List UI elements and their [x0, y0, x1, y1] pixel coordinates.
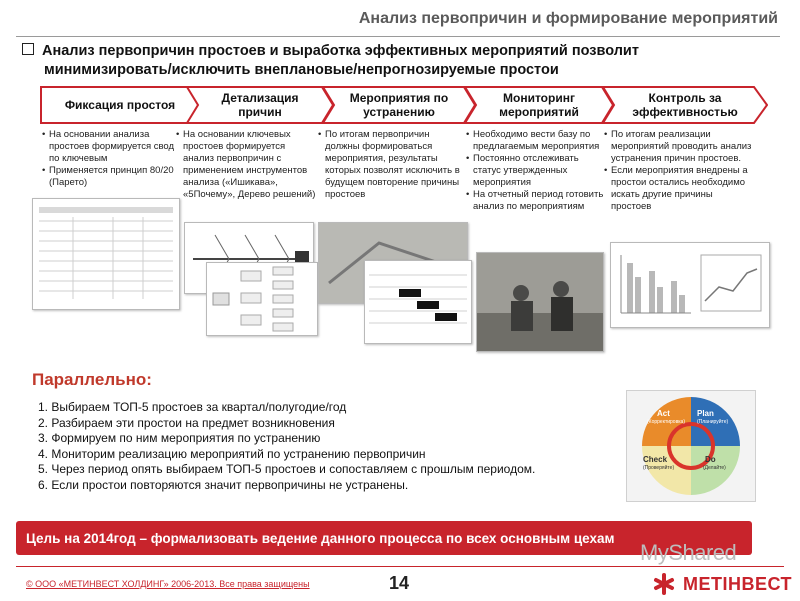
step-label-4: Мониторинг мероприятий [499, 91, 579, 119]
step-bullet: • Необходимо вести базу по предлагаемым мероприятия [466, 129, 606, 153]
bar-chart-icon [611, 243, 769, 327]
step-text-3 [318, 129, 460, 201]
footer-divider [16, 566, 784, 567]
step-bullet: • Если мероприятия внедрены а простои остались необходимо искать другие причины простоев [604, 165, 754, 213]
pdca-do-sub: (Делайте) [703, 465, 726, 471]
gantt-plan-thumbnail [364, 260, 472, 344]
watermark-logo: MyShared [640, 540, 737, 565]
slide-title: Анализ первопричин и формирование мероприятий [358, 10, 778, 27]
title-divider [16, 36, 780, 37]
brand-logo-text: МЕТІНВЕСТ [683, 574, 793, 594]
pdca-act-sub: (Корректировка) [647, 419, 685, 425]
pdca-plan-sub: (Планируйте) [697, 419, 729, 425]
headline-line-2: минимизировать/исключить внеплановые/непрогнозируемые простои [44, 62, 559, 78]
step-text-2 [176, 129, 316, 201]
step-text-4 [466, 129, 606, 213]
pdca-do-label: Do [705, 455, 716, 464]
step-chevron-2 [186, 86, 334, 124]
pareto-report-thumbnail [32, 198, 180, 310]
step-label-1: Фиксация простоя [64, 98, 176, 112]
tree-diagram-icon [207, 263, 317, 335]
step-bullet: • На отчетный период готовить анализ по мероприятиям [466, 189, 606, 213]
metinvest-logo-icon [652, 572, 676, 596]
pdca-check-label: Check [643, 455, 668, 464]
step-bullet: • По итогам первопричин должны формироваться мероприятия, результаты которых позволят исключить в будущем повторение причины простоев [318, 129, 460, 201]
pdca-cycle-diagram [626, 390, 756, 502]
step-bullet: • На основании ключевых простоев формируется анализ первопричин с применением инструментов анализа («Ишикава», «5Почему», Дерево решений) [176, 129, 316, 201]
step-chevron-5 [602, 86, 768, 124]
pdca-wheel-icon [627, 391, 755, 501]
workers-photo-icon [477, 253, 603, 351]
step-text-1 [42, 129, 176, 189]
spreadsheet-icon [33, 199, 179, 309]
step-bullet: • На основании анализа простоев формируется свод по ключевым [42, 129, 176, 165]
page-number: 14 [389, 573, 410, 593]
step-chevron-1 [40, 86, 200, 124]
copyright-link[interactable]: © ООО «МЕТИНВЕСТ ХОЛДИНГ» 2006-2013. Все права защищены [26, 579, 310, 589]
pdca-plan-label: Plan [697, 409, 714, 418]
step-chevron-4 [464, 86, 614, 124]
step-bullet: • По итогам реализации мероприятий проводить анализ устранения причин простоев. [604, 129, 754, 165]
list-item: 6. Если простои повторяются значит первопричины не устранены. [38, 477, 409, 492]
headline [22, 42, 782, 80]
pdca-act-label: Act [657, 409, 670, 418]
monitoring-photo-thumbnail [476, 252, 604, 352]
step-chevron-3 [322, 86, 476, 124]
gantt-chart-icon [365, 261, 471, 343]
parallel-title: Параллельно: [32, 370, 152, 389]
why-analysis-thumbnail [206, 262, 318, 336]
headline-line-1: Анализ первопричин простоев и выработка эффективных мероприятий позволит [42, 43, 639, 59]
step-label-3: Мероприятия по устранению [349, 91, 449, 119]
step-label-5: Контроль за эффективностью [632, 91, 738, 119]
step-bullet: • Применяется принцип 80/20 (Парето) [42, 165, 176, 189]
pdca-check-sub: (Проверяйте) [643, 465, 675, 471]
step-label-2: Детализация причин [221, 91, 299, 119]
effectiveness-chart-thumbnail [610, 242, 770, 328]
step-text-5 [604, 129, 754, 213]
list-item: 3. Формируем по ним мероприятия по устранению [38, 431, 321, 445]
step-bullet: • Постоянно отслеживать статус утвержденных мероприятия [466, 153, 606, 189]
list-item: 1. Выбираем ТОП-5 простоев за квартал/полугодие/год [38, 400, 347, 414]
parallel-list [38, 400, 535, 493]
goal-banner: Цель на 2014год – формализовать ведение данного процесса по всех основным цехам [16, 521, 752, 555]
checkbox-bullet-icon [22, 43, 34, 55]
list-item: 4. Мониторим реализацию мероприятий по устранению первопричин [38, 446, 426, 461]
list-item: 2. Разбираем эти простои на предмет возникновения [38, 415, 335, 430]
list-item: 5. Через период опять выбираем ТОП-5 простоев и сопоставляем с прошлым периодом. [38, 462, 536, 476]
